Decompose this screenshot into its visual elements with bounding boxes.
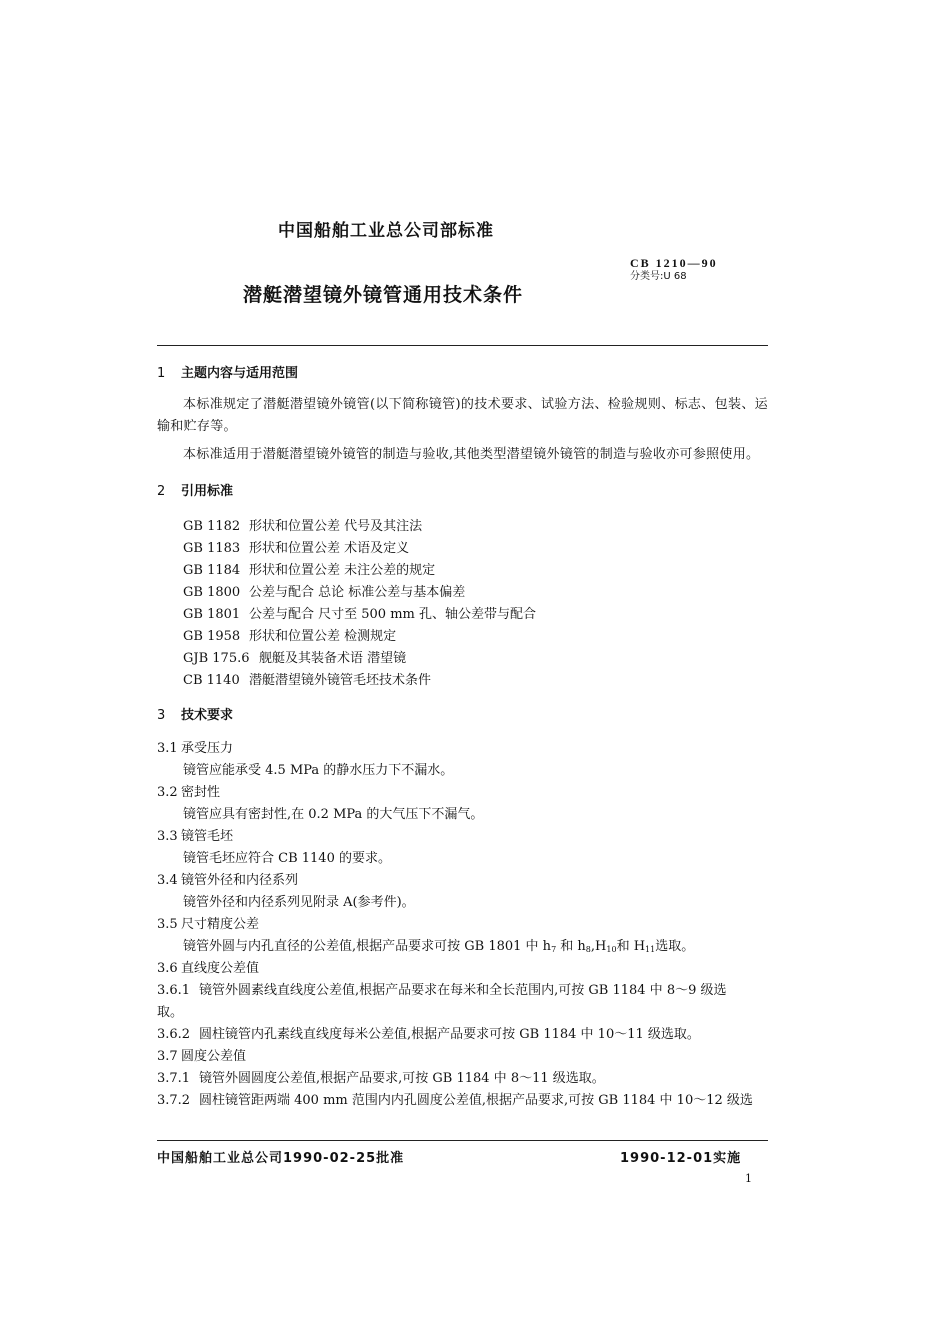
reference-title: 形状和位置公差 代号及其注法 [249, 519, 423, 534]
clause-text: 和 h [556, 939, 586, 954]
clause-text: 镜管外圆与内孔直径的公差值,根据产品要求可按 GB 1801 中 h [183, 939, 552, 954]
section-number: 2 [157, 484, 166, 499]
clause-3-5 [157, 914, 768, 936]
page-number: 1 [745, 1172, 752, 1185]
subscript: 10 [606, 945, 617, 954]
clause-text: ,H [590, 939, 607, 954]
clause-title: 密封性 [181, 785, 221, 800]
section-title: 技术要求 [181, 708, 234, 723]
clause-title: 圆度公差值 [181, 1049, 247, 1064]
clause-title: 镜管外径和内径系列 [181, 873, 299, 888]
clause-3-5-body [157, 936, 768, 958]
clause-text: 和 H [616, 939, 646, 954]
org-title: 中国船舶工业总公司部标准 [278, 221, 494, 241]
clause-text: 镜管外圆素线直线度公差值,根据产品要求在每米和全长范围内,可按 GB 1184 中 8～9 级选 [199, 983, 727, 998]
clause-title: 承受压力 [181, 741, 234, 756]
clause-number: 3.6.1 [157, 983, 191, 998]
section-3-heading [157, 706, 768, 726]
reference-code: GB 1801 [183, 607, 241, 622]
clause-3-1-body: 镜管应能承受 4.5 MPa 的静水压力下不漏水。 [183, 763, 454, 778]
clause-3-1 [157, 738, 768, 760]
subscript: 8 [585, 945, 591, 954]
clause-number: 3.7.2 [157, 1093, 191, 1108]
clause-3-4 [157, 870, 768, 892]
clause-number: 3.4 [157, 873, 178, 888]
reference-list [157, 516, 768, 692]
reference-item [183, 604, 768, 626]
approval-line: 中国船舶工业总公司1990-02-25批准 [157, 1151, 405, 1166]
reference-title: 公差与配合 总论 标准公差与基本偏差 [249, 585, 466, 600]
clause-3-6-1-continuation: 取。 [157, 1005, 184, 1020]
effective-date: 1990-12-01实施 [620, 1151, 742, 1166]
clause-3-6-2 [157, 1024, 768, 1046]
standard-code-block [630, 256, 718, 284]
section-1-paragraph-1: 本标准规定了潜艇潜望镜外镜管(以下简称镜管)的技术要求、试验方法、检验规则、标志、包装、运输和贮存等。 [157, 397, 768, 434]
header-divider [157, 345, 768, 346]
footer-divider [157, 1140, 768, 1141]
reference-code: GB 1958 [183, 629, 241, 644]
reference-item [183, 560, 768, 582]
clause-number: 3.7.1 [157, 1071, 191, 1086]
section-2-heading [157, 482, 768, 502]
section-number: 1 [157, 366, 166, 381]
clause-title: 镜管毛坯 [181, 829, 234, 844]
clause-number: 3.5 [157, 917, 178, 932]
reference-code: GB 1183 [183, 541, 241, 556]
clause-text: 圆柱镜管距两端 400 mm 范围内内孔圆度公差值,根据产品要求,可按 GB 1184 中 10～12 级选 [199, 1093, 753, 1108]
reference-code: CB 1140 [183, 673, 240, 688]
reference-title: 潜艇潜望镜外镜管毛坯技术条件 [249, 673, 432, 688]
reference-title: 舰艇及其装备术语 潜望镜 [259, 651, 407, 666]
clause-number: 3.7 [157, 1049, 178, 1064]
section-title: 主题内容与适用范围 [181, 366, 299, 381]
clause-3-7-2 [157, 1090, 768, 1112]
section-number: 3 [157, 708, 166, 723]
reference-title: 形状和位置公差 术语及定义 [249, 541, 410, 556]
clause-3-4-body: 镜管外径和内径系列见附录 A(参考件)。 [183, 895, 415, 910]
clause-text: 镜管外圆圆度公差值,根据产品要求,可按 GB 1184 中 8～11 级选取。 [199, 1071, 605, 1086]
clause-number: 3.3 [157, 829, 178, 844]
classification-number: 分类号:U 68 [630, 271, 687, 282]
clause-3-2-body: 镜管应具有密封性,在 0.2 MPa 的大气压下不漏气。 [183, 807, 484, 822]
clause-number: 3.2 [157, 785, 178, 800]
clause-title: 直线度公差值 [181, 961, 260, 976]
reference-item [183, 670, 768, 692]
section-1-heading [157, 364, 768, 384]
clause-text: 圆柱镜管内孔素线直线度每米公差值,根据产品要求可按 GB 1184 中 10～11 级选取。 [199, 1027, 700, 1042]
reference-item [183, 648, 768, 670]
standard-code: CB 1210—90 [630, 256, 718, 270]
document-body [157, 364, 768, 1112]
clause-number: 3.1 [157, 741, 178, 756]
clause-3-3 [157, 826, 768, 848]
reference-code: GB 1182 [183, 519, 241, 534]
clause-3-2 [157, 782, 768, 804]
reference-title: 形状和位置公差 检测规定 [249, 629, 397, 644]
reference-item [183, 538, 768, 560]
section-1-paragraph-2: 本标准适用于潜艇潜望镜外镜管的制造与验收,其他类型潜望镜外镜管的制造与验收亦可参照使用。 [183, 447, 760, 462]
reference-code: GJB 175.6 [183, 651, 250, 666]
clause-3-7-1 [157, 1068, 768, 1090]
reference-title: 公差与配合 尺寸至 500 mm 孔、轴公差带与配合 [249, 607, 536, 622]
clause-number: 3.6.2 [157, 1027, 191, 1042]
reference-code: GB 1800 [183, 585, 241, 600]
section-title: 引用标准 [181, 484, 234, 499]
subscript: 11 [645, 945, 656, 954]
reference-code: GB 1184 [183, 563, 241, 578]
reference-item [183, 516, 768, 538]
clause-3-3-body: 镜管毛坯应符合 CB 1140 的要求。 [183, 851, 391, 866]
clause-3-6 [157, 958, 768, 980]
document-title: 潜艇潜望镜外镜管通用技术条件 [243, 284, 524, 306]
clause-3-7 [157, 1046, 768, 1068]
clause-3-6-1 [157, 980, 768, 1002]
reference-item [183, 626, 768, 648]
reference-title: 形状和位置公差 未注公差的规定 [249, 563, 436, 578]
subscript: 7 [551, 945, 557, 954]
clause-number: 3.6 [157, 961, 178, 976]
clause-text: 选取。 [655, 939, 695, 954]
clause-title: 尺寸精度公差 [181, 917, 260, 932]
reference-item [183, 582, 768, 604]
